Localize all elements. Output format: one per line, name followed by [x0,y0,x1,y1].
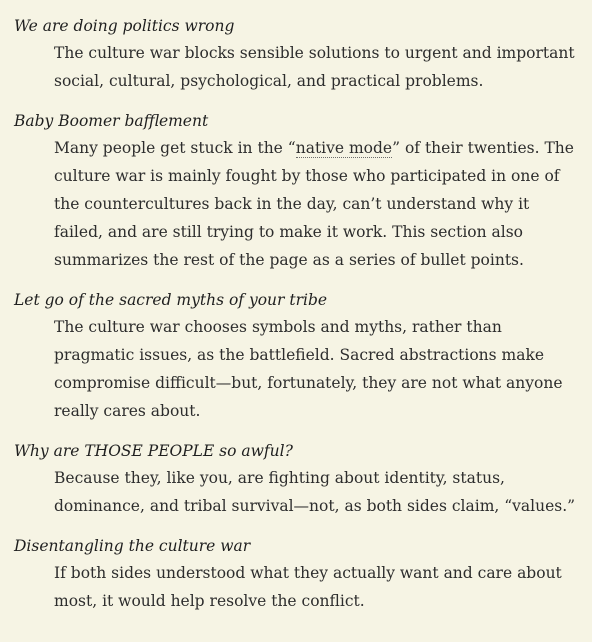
summary-text-before: Many people get stuck in the [54,139,288,157]
table-of-contents [0,14,592,615]
toc-entry-sacred-myths [0,288,592,425]
section-heading[interactable]: We are doing politics wrong [14,17,235,35]
native-mode-link[interactable]: native mode [295,139,393,157]
toc-entry-those-people [0,439,592,520]
summary-text-after: ” of their twenties. The culture war is mainly fought by those who participated in one of the countercultures back in the day, can’t understand why it failed, and are still trying to make it work. This section also summarizes the rest of the page as a series of bullet points. [54,139,574,269]
section-heading[interactable]: Disentangling the culture war [14,537,251,555]
toc-entry-disentangling [0,534,592,615]
section-summary: The culture war chooses symbols and myths, rather than pragmatic issues, as the battlefield. Sacred abstractions make compromise difficult—but, fortunately, they are not what anyone really cares about. [54,318,563,420]
toc-entry-boomer-bafflement [0,109,592,274]
toc-entry-politics-wrong [0,14,592,95]
section-summary: If both sides understood what they actually want and care about most, it would help resolve the conflict. [54,564,562,610]
section-heading[interactable]: Why are THOSE PEOPLE so awful? [14,442,293,460]
section-summary: Because they, like you, are fighting about identity, status, dominance, and tribal survival—not, as both sides claim, “values.” [54,469,576,515]
section-heading[interactable]: Baby Boomer bafflement [14,112,209,130]
section-heading[interactable]: Let go of the sacred myths of your tribe [14,291,328,309]
section-summary: The culture war blocks sensible solutions to urgent and important social, cultural, psychological, and practical problems. [54,44,575,90]
section-summary [54,134,578,274]
open-quote: “ [287,139,296,157]
